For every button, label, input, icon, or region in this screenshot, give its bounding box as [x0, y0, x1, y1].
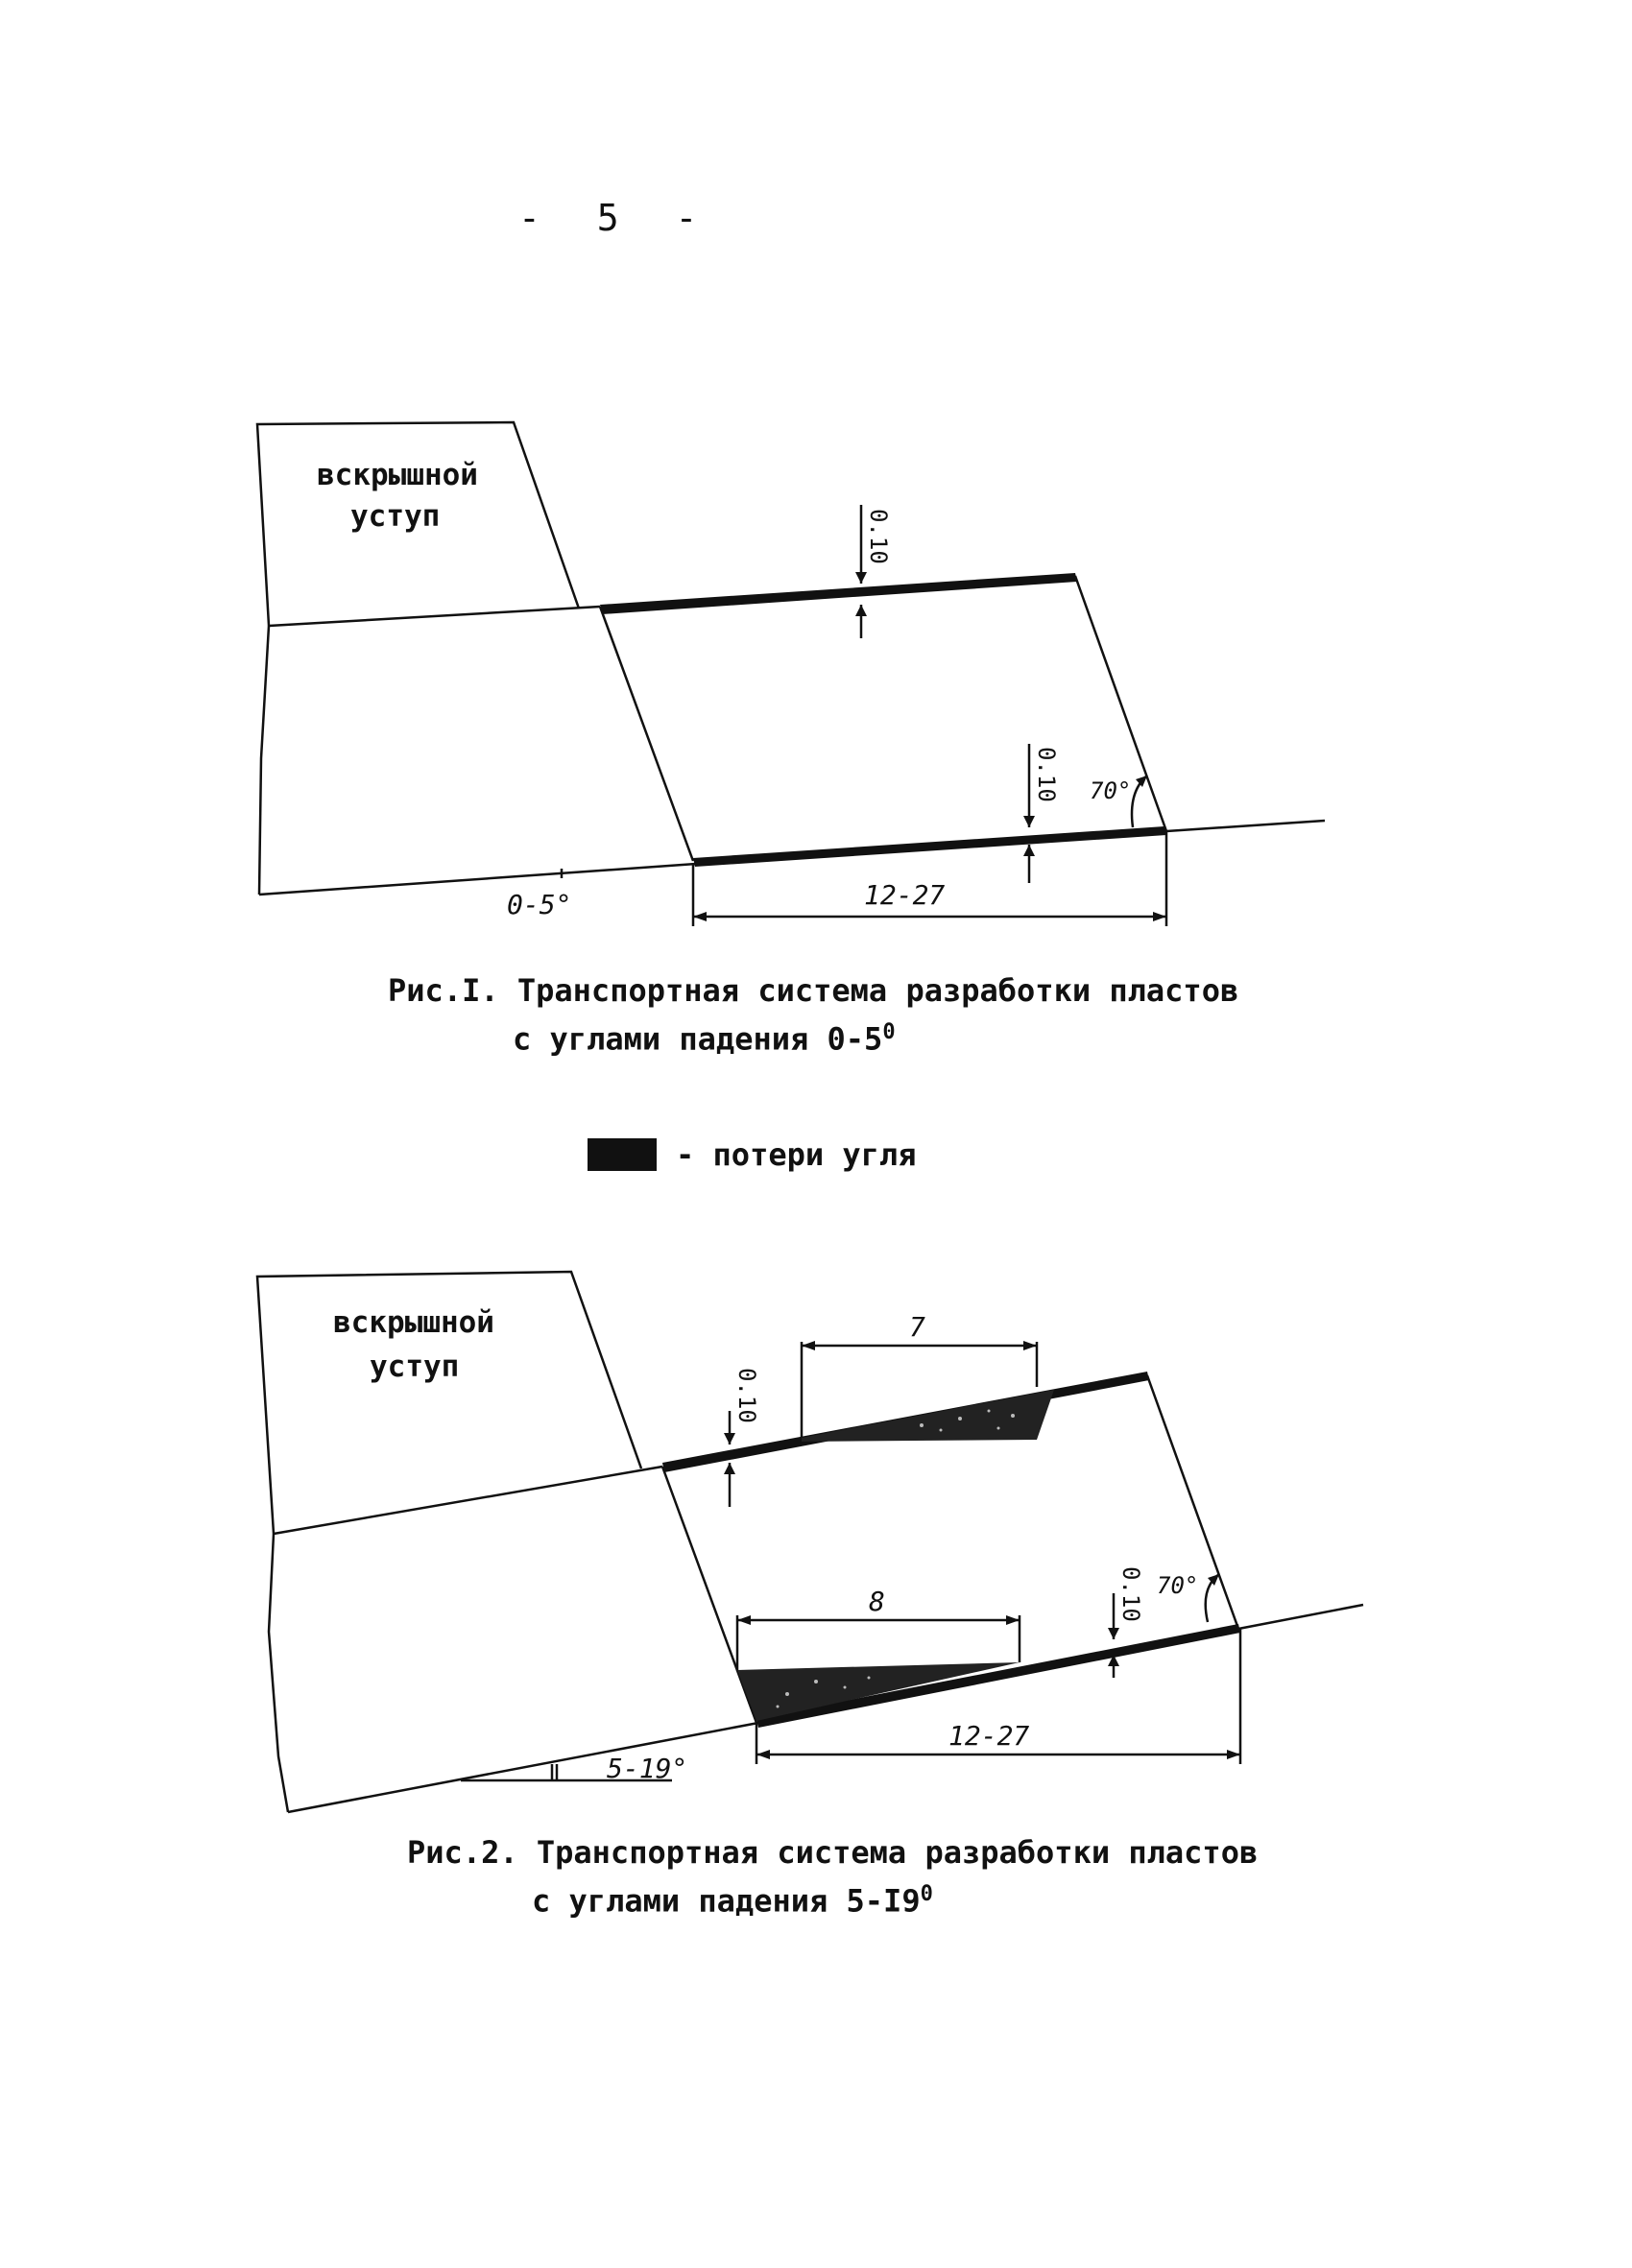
fig2-bench-label-line2: уступ: [370, 1349, 460, 1384]
left-lower-wall: [269, 1534, 288, 1812]
figure-2-caption: [407, 1831, 1258, 1922]
fig1-thickness-bottom-label: 0.10: [1033, 747, 1060, 802]
fig2-caption-line2: с углами падения 5-I9: [532, 1882, 921, 1920]
fig1-caption-sup: 0: [882, 1020, 896, 1044]
page-number: - 5 -: [518, 197, 715, 239]
coal-loss-bottom-band: [693, 826, 1166, 867]
left-lower-wall: [259, 626, 269, 895]
fig1-width-label: 12-27: [864, 879, 946, 911]
figure-2-diagram: [0, 1257, 1632, 1833]
fig2-caption-line2-wrap: [407, 1874, 1258, 1922]
fig2-dip-angle-label: 5-19°: [607, 1753, 688, 1784]
fig2-caption-sup: 0: [920, 1882, 933, 1906]
floor-line: [288, 1723, 758, 1812]
fig1-bench-label-line1: вскрышной: [317, 458, 478, 492]
legend-swatch: [588, 1138, 657, 1171]
coal-loss-texture: [777, 1410, 1016, 1708]
fig1-caption-line2-wrap: [388, 1012, 1238, 1061]
fig2-thickness-top-label: 0.10: [733, 1368, 760, 1423]
fig1-bench-label-line2: уступ: [350, 499, 441, 534]
fig2-slope-angle-label: 70°: [1157, 1572, 1199, 1599]
seam-floor-extension: [1166, 821, 1325, 831]
fig2-caption-line1: Рис.2. Транспортная система разработки пластов: [407, 1834, 1259, 1871]
coal-loss-top-band: [600, 573, 1077, 614]
seam-floor-extension: [1238, 1605, 1363, 1629]
fig1-slope-angle-label: 70°: [1090, 777, 1132, 804]
fig2-width-label: 12-27: [948, 1720, 1030, 1752]
coal-loss-bottom-wedge: [737, 1662, 1020, 1721]
working-slope: [662, 1467, 756, 1723]
fig1-caption-line1: Рис.I. Транспортная система разработки пластов: [388, 972, 1239, 1009]
fig2-thickness-bottom-label: 0.10: [1117, 1566, 1144, 1622]
coal-loss-top-wedge: [802, 1390, 1054, 1442]
legend-text: - потери угля: [676, 1136, 917, 1173]
bench-base-line: [269, 607, 600, 626]
fig2-loss-bottom-length-label: 8: [869, 1586, 885, 1617]
fig1-dip-angle-label: 0-5°: [507, 889, 572, 920]
working-slope: [600, 607, 693, 861]
floor-line: [259, 864, 696, 895]
fig2-loss-top-length-label: 7: [909, 1311, 925, 1343]
figure-1-caption: [388, 969, 1238, 1061]
figure-1-diagram: [0, 403, 1632, 941]
legend: [588, 1135, 916, 1174]
fig1-caption-line2: с углами падения 0-5: [513, 1020, 883, 1058]
fig1-thickness-top-label: 0.10: [865, 509, 892, 564]
bench-base-line: [274, 1467, 662, 1534]
fig2-bench-label-line1: вскрышной: [333, 1305, 494, 1340]
